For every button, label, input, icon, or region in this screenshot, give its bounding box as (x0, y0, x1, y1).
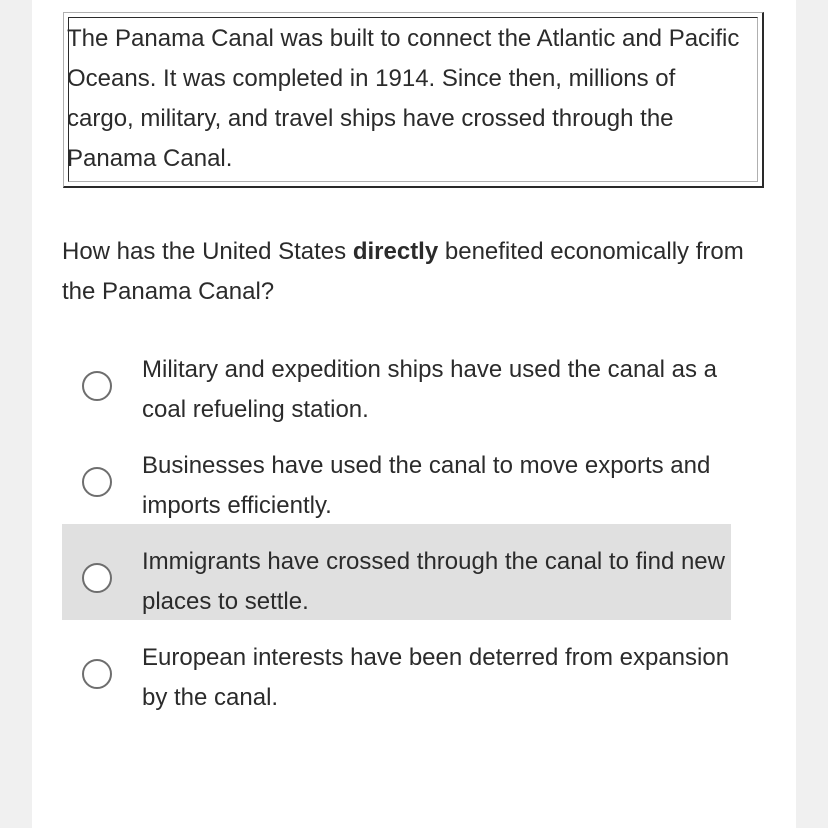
radio-button-3[interactable] (82, 563, 112, 593)
answer-choice-2[interactable] (62, 428, 731, 524)
answer-choice-4-text: European interests have been deterred from expansion by the canal. (142, 644, 730, 711)
question-prompt (62, 232, 762, 312)
answer-choice-3[interactable] (62, 524, 731, 620)
answer-choice-1[interactable] (62, 332, 731, 428)
question-card (32, 0, 796, 828)
answer-choice-3-text: Immigrants have crossed through the canal to find new places to settle. (142, 548, 725, 615)
radio-button-2[interactable] (82, 467, 112, 497)
question-emphasis: directly (352, 238, 439, 265)
radio-button-4[interactable] (82, 659, 112, 689)
answer-choice-2-text: Businesses have used the canal to move exports and imports efficiently. (142, 452, 711, 519)
question-text-end: benefited economically from the Panama Canal? (62, 238, 744, 305)
radio-button-1[interactable] (82, 371, 112, 401)
answer-choice-1-text: Military and expedition ships have used the canal as a coal refueling station. (142, 356, 718, 423)
passage-box (63, 12, 764, 188)
passage-text: The Panama Canal was built to connect the Atlantic and Pacific Oceans. It was completed in 1914. Since then, millions of cargo, military, and travel ships have crossed through the Panama Canal. (67, 25, 740, 172)
question-text-start: How has the United States (62, 238, 353, 265)
answer-choice-4[interactable] (62, 620, 731, 716)
